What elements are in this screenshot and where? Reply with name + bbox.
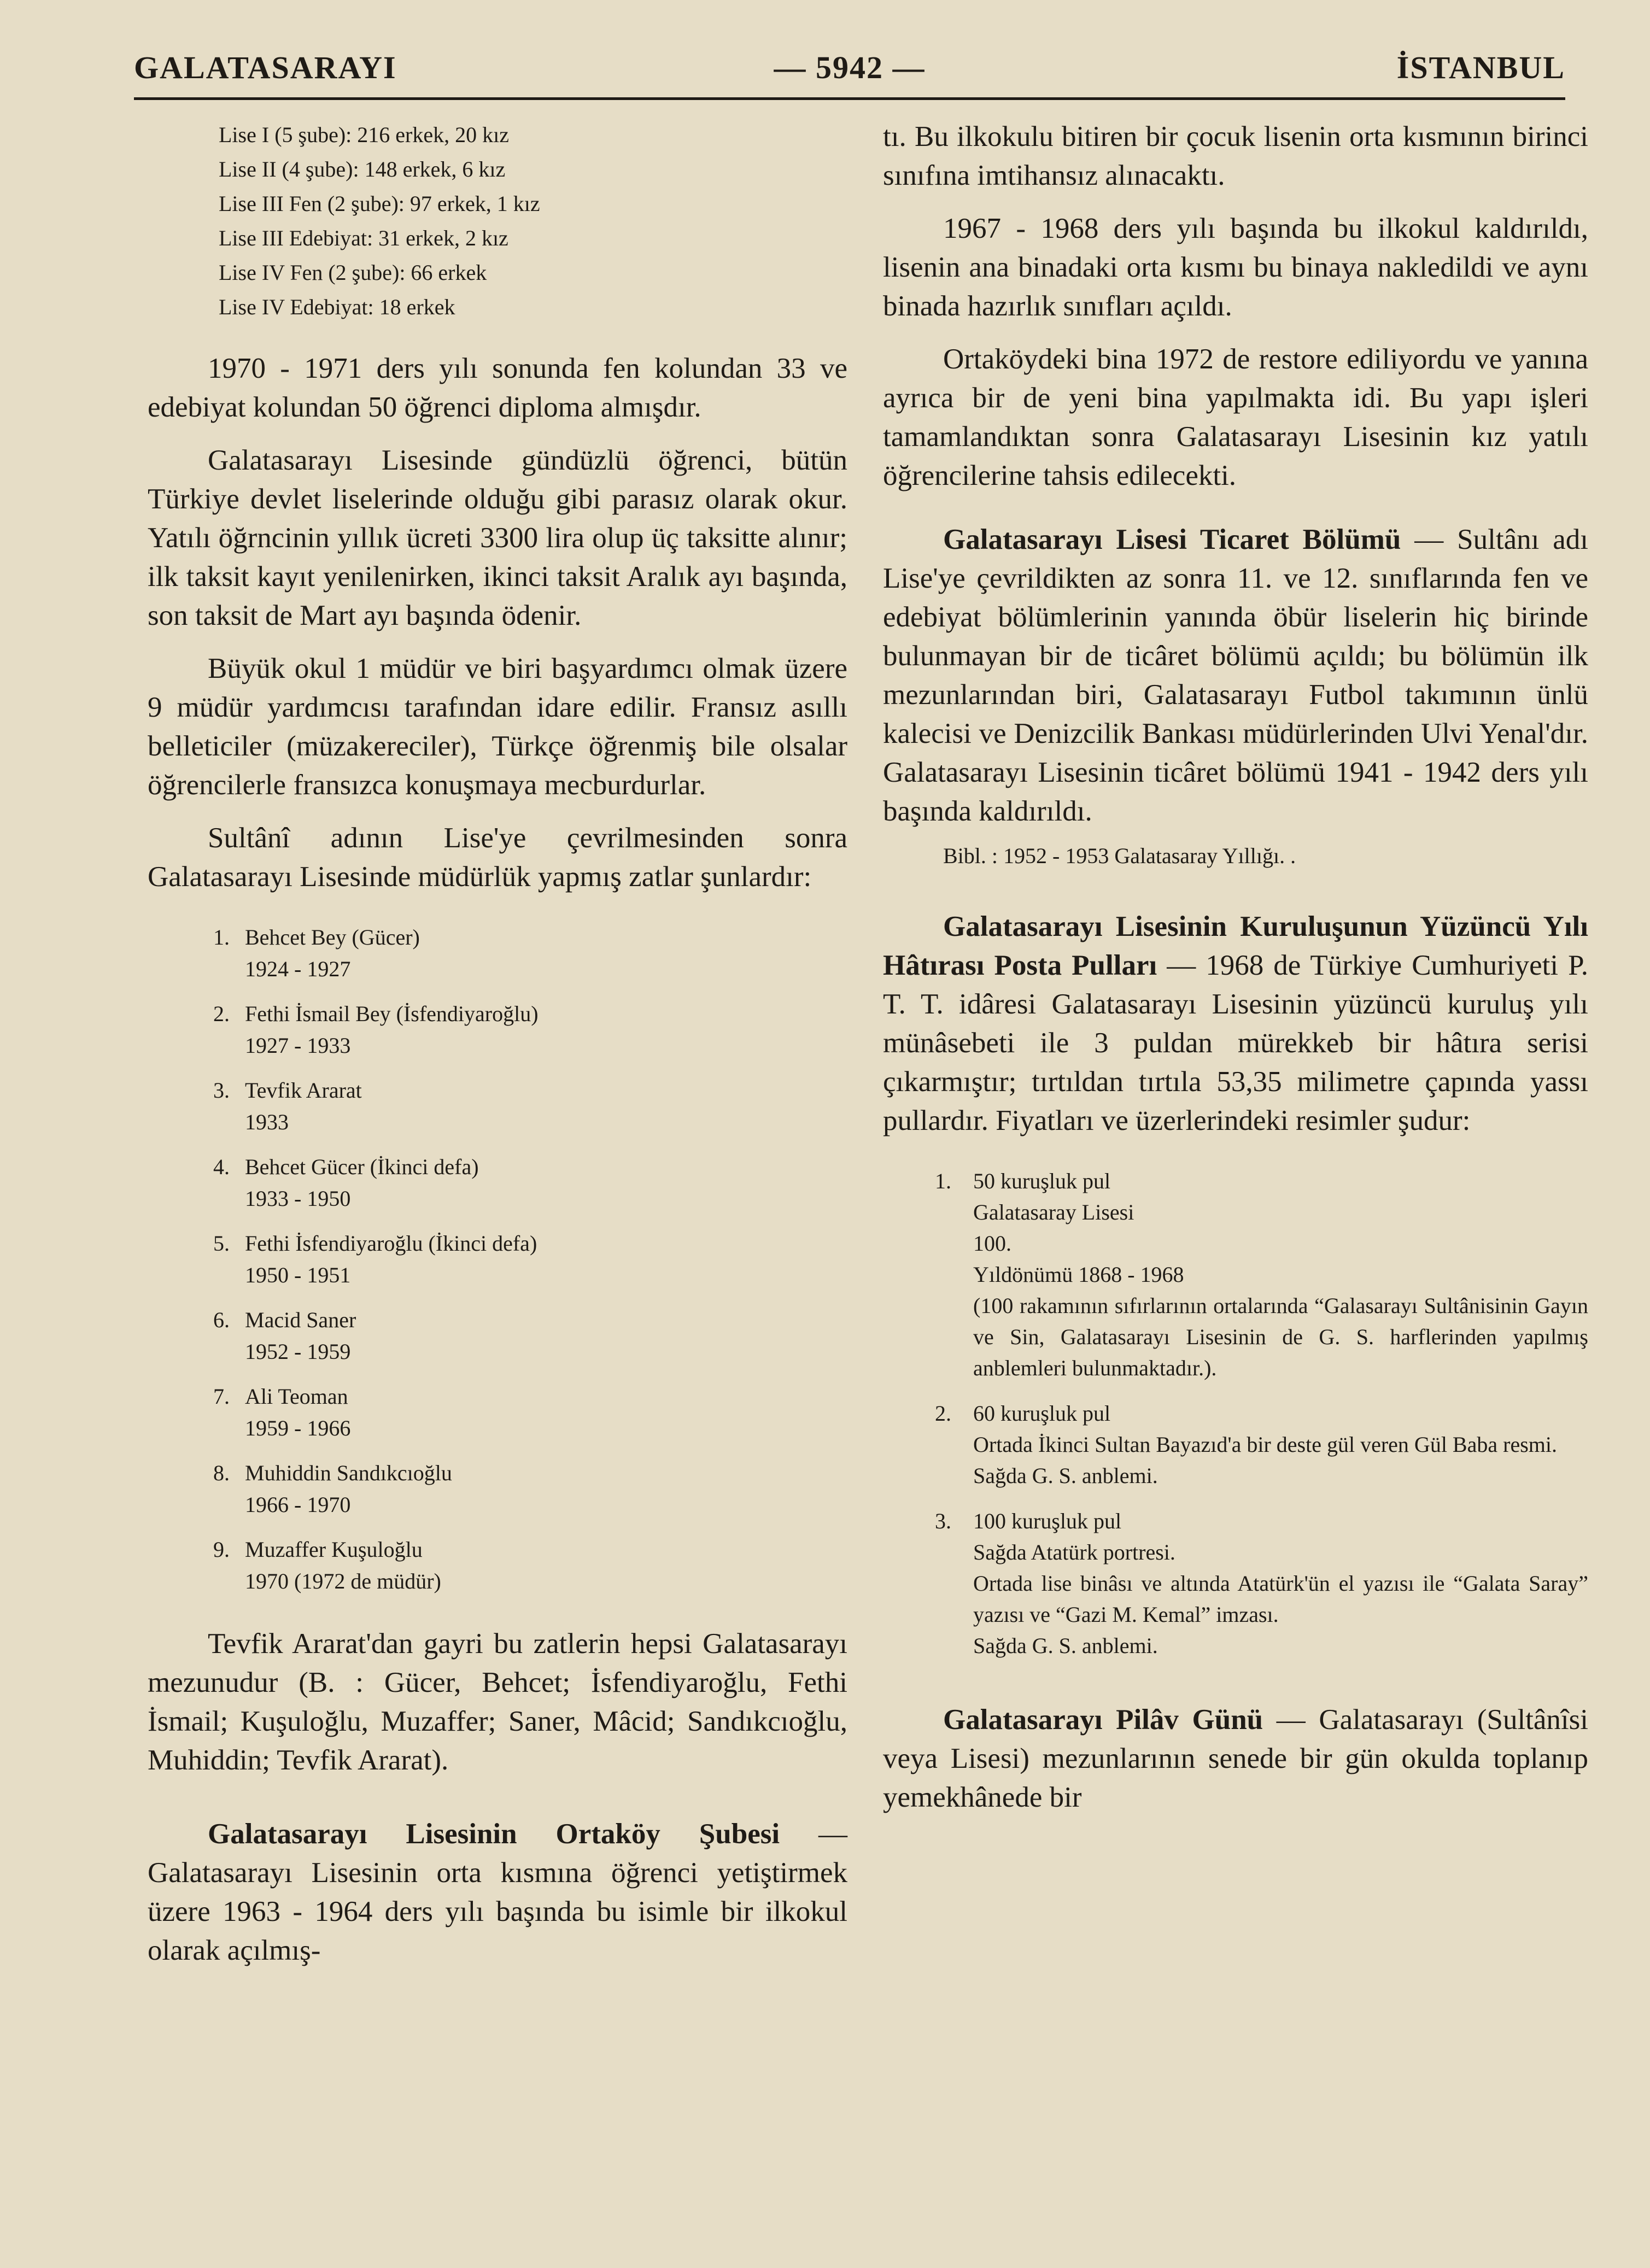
enrollment-line: Lise II (4 şube): 148 erkek, 6 kız [219, 157, 506, 181]
enrollment-line: Lise I (5 şube): 216 erkek, 20 kız [219, 122, 509, 147]
paragraph-directors-intro: Sultânî adının Lise'ye çevrilmesinden sonra Galatasarayı Lisesinde müdürlük yapmış zatlar şunlardır: [148, 822, 847, 893]
right-column [883, 118, 1588, 1817]
paragraph-1967: 1967 - 1968 ders yılı başında bu ilkokul kaldırıldı, lisenin ana binadaki orta kısmı bu binaya nakledildi ve aynı binada hazırlık sınıfları açıldı. [883, 213, 1588, 322]
section-pilav: Galatasarayı Pilâv Günü — Galatasarayı (Sultânîsi veya Lisesi) mezunlarının senede bir gün okulda toplanıp yemekhânede bir [883, 1704, 1589, 1813]
paragraph-administration: Büyük okul 1 müdür ve biri başyardımcı olmak üzere 9 müdür yardımcısı tarafından idare edilir. Fransız asıllı belleticiler (müzakereciler), Türkçe öğrenmiş bile olsalar öğrencilerle fransızca konuşmaya mecburdurlar. [148, 653, 847, 801]
directors-list [148, 922, 847, 1597]
list-item: 2. 60 kuruşluk pul Ortada İkinci Sultan Bayazıd'a bir deste gül veren Gül Baba resmi. Sağda G. S. anblemi. [935, 1401, 1557, 1488]
paragraph-continuation: tı. Bu ilkokulu bitiren bir çocuk lisenin orta kısmının birinci sınıfına imtihansız alınacaktı. [883, 121, 1588, 191]
enrollment-line: Lise III Fen (2 şube): 97 erkek, 1 kız [219, 191, 540, 216]
list-item: 3. Tevfik Ararat 1933 [213, 1078, 362, 1134]
header-section-title: GALATASARAYI [134, 50, 397, 85]
section-stamps: Galatasarayı Lisesinin Kuruluşunun Yüzüncü Yılı Hâtırası Posta Pulları — 1968 de Türkiye Cumhuriyeti P. T. T. idâresi Galatasarayı Lisesinin yüzüncü kuruluş yılı münâsebeti ile 3 puldan mürekkeb bir hâtıra serisi çıkarmıştır; tırtıldan tırtıla 53,35 milimetre çapında yassı pullardır. Fiyatları ve üzerlerindeki resimler şudur: [883, 911, 1588, 1136]
paragraph-tuition: Galatasarayı Lisesinde gündüzlü öğrenci, bütün Türkiye devlet liselerinde olduğu gibi parasız olarak okur. Yatılı öğrncinin yıllık ücreti 3300 lira olup üç taksitte alınır; ilk taksit kayıt yenilenirken, ikinci taksit Aralık ayı başında, son taksit de Mart ayı başında ödenir. [148, 444, 847, 631]
list-item: 7. Ali Teoman 1959 - 1966 [213, 1384, 351, 1440]
list-item: 2. Fethi İsmail Bey (İsfendiyaroğlu) 1927 - 1933 [213, 1001, 539, 1058]
list-item: 1. 50 kuruşluk pul Galatasaray Lisesi 100. Yıldönümü 1868 - 1968 (100 rakamının sıfırlarının ortalarında “Galasarayı Sultânisinin Gayın ve Sin, Galatasarayı Lisesinin de G. S. harflerinden yapılmış anblemleri bulunmaktadır.). [935, 1169, 1588, 1380]
left-column [148, 118, 847, 1970]
list-item: 1. Behcet Bey (Gücer) 1924 - 1927 [213, 925, 420, 981]
page-number: — 5942 — [774, 50, 926, 85]
list-item: 5. Fethi İsfendiyaroğlu (İkinci defa) 1950 - 1951 [213, 1231, 537, 1287]
list-item: 3. 100 kuruşluk pul Sağda Atatürk portresi. Ortada lise binâsı ve altında Atatürk'ün el yazısı ile “Galata Saray” yazısı ve “Gazi M. Kemal” imzası. Sağda G. S. anblemi. [935, 1509, 1588, 1658]
stamps-list [883, 1165, 1588, 1661]
list-item: 9. Muzaffer Kuşuloğlu 1970 (1972 de müdür) [213, 1537, 441, 1593]
enrollment-line: Lise III Edebiyat: 31 erkek, 2 kız [219, 226, 508, 250]
header-rule [134, 97, 1565, 100]
paragraph-ortakoy-building: Ortaköydeki bina 1972 de restore ediliyordu ve yanına ayrıca bir de yeni bina yapılmakta idi. Bu yapı işleri tamamlandıktan sonra Galatasarayı Lisesinin kız yatılı öğrencilerine tahsis edilecekti. [883, 343, 1588, 491]
enrollment-line: Lise IV Fen (2 şube): 66 erkek [219, 260, 487, 285]
section-heading: Galatasarayı Pilâv Günü [943, 1704, 1263, 1736]
section-heading: Galatasarayı Lisesinin Kuruluşunun Yüzüncü Yılı Hâtırası Posta Pulları [883, 911, 1588, 981]
enrollment-list [219, 118, 847, 324]
list-item: 4. Behcet Gücer (İkinci defa) 1933 - 1950 [213, 1154, 479, 1211]
paragraph-graduates: Tevfik Ararat'dan gayri bu zatlerin hepsi Galatasarayı mezunudur (B. : Gücer, Behcet; İsfendiyaroğlu, Fethi İsmail; Kuşuloğlu, Muzaffer; Saner, Mâcid; Sandıkcıoğlu, Muhiddin; Tevfik Ararat). [148, 1628, 847, 1776]
section-heading: Galatasarayı Lisesinin Ortaköy Şubesi [208, 1818, 780, 1850]
list-item: 8. Muhiddin Sandıkcıoğlu 1966 - 1970 [213, 1461, 452, 1517]
running-header [134, 44, 1565, 93]
section-ortakoy: Galatasarayı Lisesinin Ortaköy Şubesi — Galatasarayı Lisesinin orta kısmına öğrenci yetiştirmek üzere 1963 - 1964 ders yılı başında bu isimle bir ilkokul olarak açılmış- [148, 1818, 848, 1966]
section-ticaret: Galatasarayı Lisesi Ticaret Bölümü — Sultânı adı Lise'ye çevrildikten az sonra 11. ve 12. sınıflarında fen ve edebiyat bölümlerinin yanında öbür liselerin hiç birinde bulunmayan bir de ticâret bölümü açıldı; bu bölümün ilk mezunlarından biri, Galatasarayı Futbol takımının ünlü kalecisi ve Denizcilik Bankası müdürlerinden Ulvi Yenal'dır. Galatasarayı Lisesinin ticâret bölümü 1941 - 1942 ders yılı başında kaldırıldı. [883, 524, 1588, 827]
bibliography-note: Bibl. : 1952 - 1953 Galatasaray Yıllığı. . [943, 843, 1296, 868]
section-heading: Galatasarayı Lisesi Ticaret Bölümü [943, 524, 1401, 555]
header-volume-title: İSTANBUL [1396, 50, 1565, 85]
list-item: 6. Macid Saner 1952 - 1959 [213, 1308, 356, 1364]
enrollment-line: Lise IV Edebiyat: 18 erkek [219, 295, 455, 319]
paragraph-diploma: 1970 - 1971 ders yılı sonunda fen kolundan 33 ve edebiyat kolundan 50 öğrenci diploma almışdır. [148, 353, 847, 423]
